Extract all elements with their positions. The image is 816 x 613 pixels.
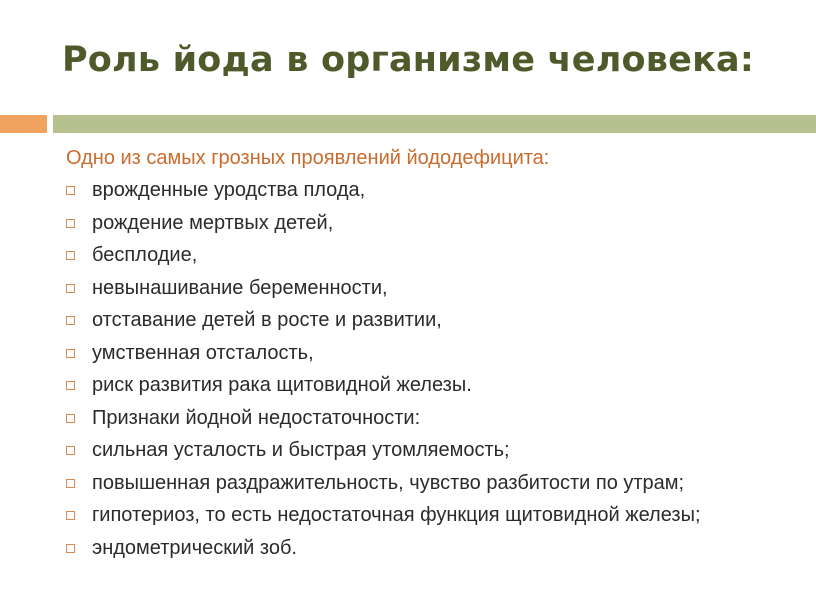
square-bullet-icon [66,479,75,488]
list-item [66,438,806,462]
list-item-text: гипотериоз, то есть недостаточная функция щитовидной железы; [92,504,701,526]
accent-bar-green [53,115,816,133]
list-item-text: повышенная раздражительность, чувство разбитости по утрам; [92,471,685,494]
list-item [66,211,806,235]
square-bullet-icon [66,316,75,325]
list-item-text: эндометрический зоб. [92,536,297,559]
list-item-text: сильная усталость и быстрая утомляемость; [92,439,510,461]
list-item [66,471,806,495]
list-item-text: невынашивание беременности, [92,276,388,299]
list-item [66,503,806,527]
slide-subtitle: Одно из самых грозных проявлений йододефицита: [66,147,550,169]
list-item [66,341,806,365]
list-item-text: бесплодие, [92,244,198,266]
list-item-text: умственная отсталость, [92,341,314,364]
square-bullet-icon [66,511,75,520]
slide-title: Роль йода в организме человека: [61,40,755,80]
list-item-text: отставание детей в росте и развитии, [92,309,442,331]
list-item [66,373,806,397]
list-item [66,308,806,332]
accent-bar-orange [0,115,47,133]
square-bullet-icon [66,544,75,553]
list-item [66,536,806,560]
bullet-list [66,178,806,568]
square-bullet-icon [66,251,75,260]
square-bullet-icon [66,381,75,390]
square-bullet-icon [66,284,75,293]
list-item [66,276,806,300]
list-item-text: Признаки йодной недостаточности: [92,406,421,429]
list-item [66,406,806,430]
square-bullet-icon [66,446,75,455]
square-bullet-icon [66,219,75,228]
square-bullet-icon [66,349,75,358]
list-item-text: рождение мертвых детей, [92,211,334,234]
list-item [66,178,806,202]
list-item [66,243,806,267]
list-item-text: врожденные уродства плода, [92,179,366,201]
square-bullet-icon [66,414,75,423]
square-bullet-icon [66,186,75,195]
list-item-text: риск развития рака щитовидной железы. [92,374,472,396]
